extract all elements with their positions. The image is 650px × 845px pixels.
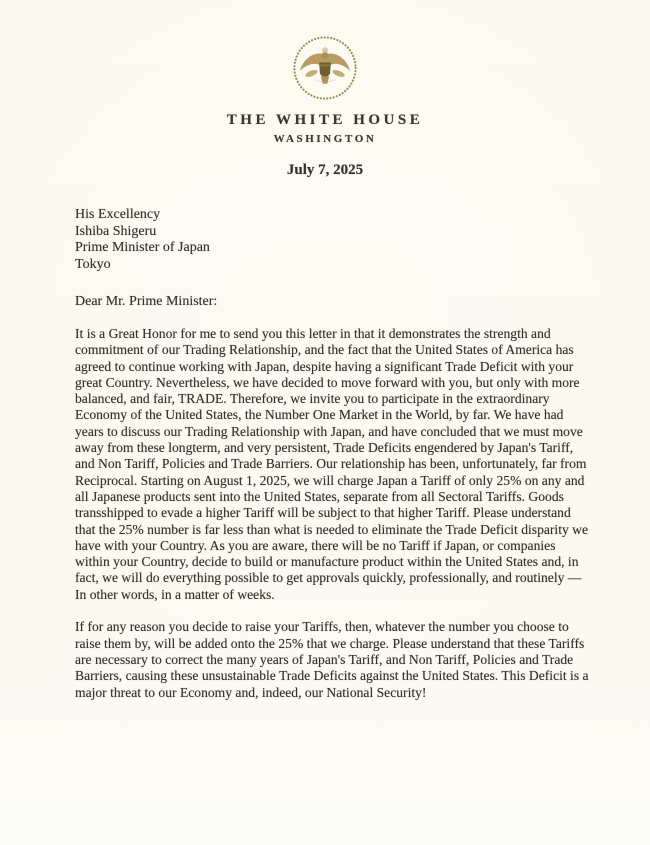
letterhead-title: THE WHITE HOUSE: [226, 112, 424, 128]
salutation: Dear Mr. Prime Minister:: [75, 294, 218, 309]
recipient-city: Tokyo: [75, 256, 111, 272]
letterhead-subtitle: WASHINGTON: [273, 133, 377, 145]
presidential-seal-icon: [291, 34, 359, 102]
letter-date: July 7, 2025: [286, 162, 364, 178]
body-paragraph-2: If for any reason you decide to raise your Tariffs, then, whatever the number you choose to raise them by, will be added onto the 25% that we charge. Please understand that these Tariffs are necessary to correct the many years of Japan's Tariff, and Non Tariff, Policies and Trade Barriers, causing these unsustainable Trade Deficits against the United States. This Deficit is a major threat to our Economy and, indeed, our National Security!: [75, 619, 589, 700]
recipient-title: Prime Minister of Japan: [75, 240, 210, 255]
recipient-name: Ishiba Shigeru: [75, 223, 157, 239]
letter-body: [75, 326, 591, 717]
body-paragraph-1: It is a Great Honor for me to send you this letter in that it demonstrates the strength and commitment of our Trading Relationship, and the fact that the United States of America has agreed to continue working with Japan, despite having a significant Trade Deficit with your great Country. Nevertheless, we have decided to move forward with you, but only with more balanced, and fair, TRADE. Therefore, we invite you to participate in the extraordinary Economy of the United States, the Number One Market in the World, by far. We have had years to discuss our Trading Relationship with Japan, and have concluded that we must move away from these longterm, and very persistent, Trade Deficits engendered by Japan's Tariff, and Non Tariff, Policies and Trade Barriers. Our relationship has been, unfortunately, far from Reciprocal. Starting on August 1, 2025, we will charge Japan a Tariff of only 25% on any and all Japanese products sent into the United States, separate from all Sectoral Tariffs. Goods transshipped to evade a higher Tariff will be subject to that higher Tariff. Please understand that the 25% number is far less than what is needed to eliminate the Trade Deficit disparity we have with your Country. As you are aware, there will be no Tariff if Japan, or companies within your Country, decide to build or manufacture product within the United States and, in fact, we will do everything possible to get approvals quickly, professionally, and routinely — In other words, in a matter of weeks.: [75, 326, 589, 602]
recipient-honorific: His Excellency: [75, 207, 161, 222]
recipient-block: [75, 207, 210, 273]
